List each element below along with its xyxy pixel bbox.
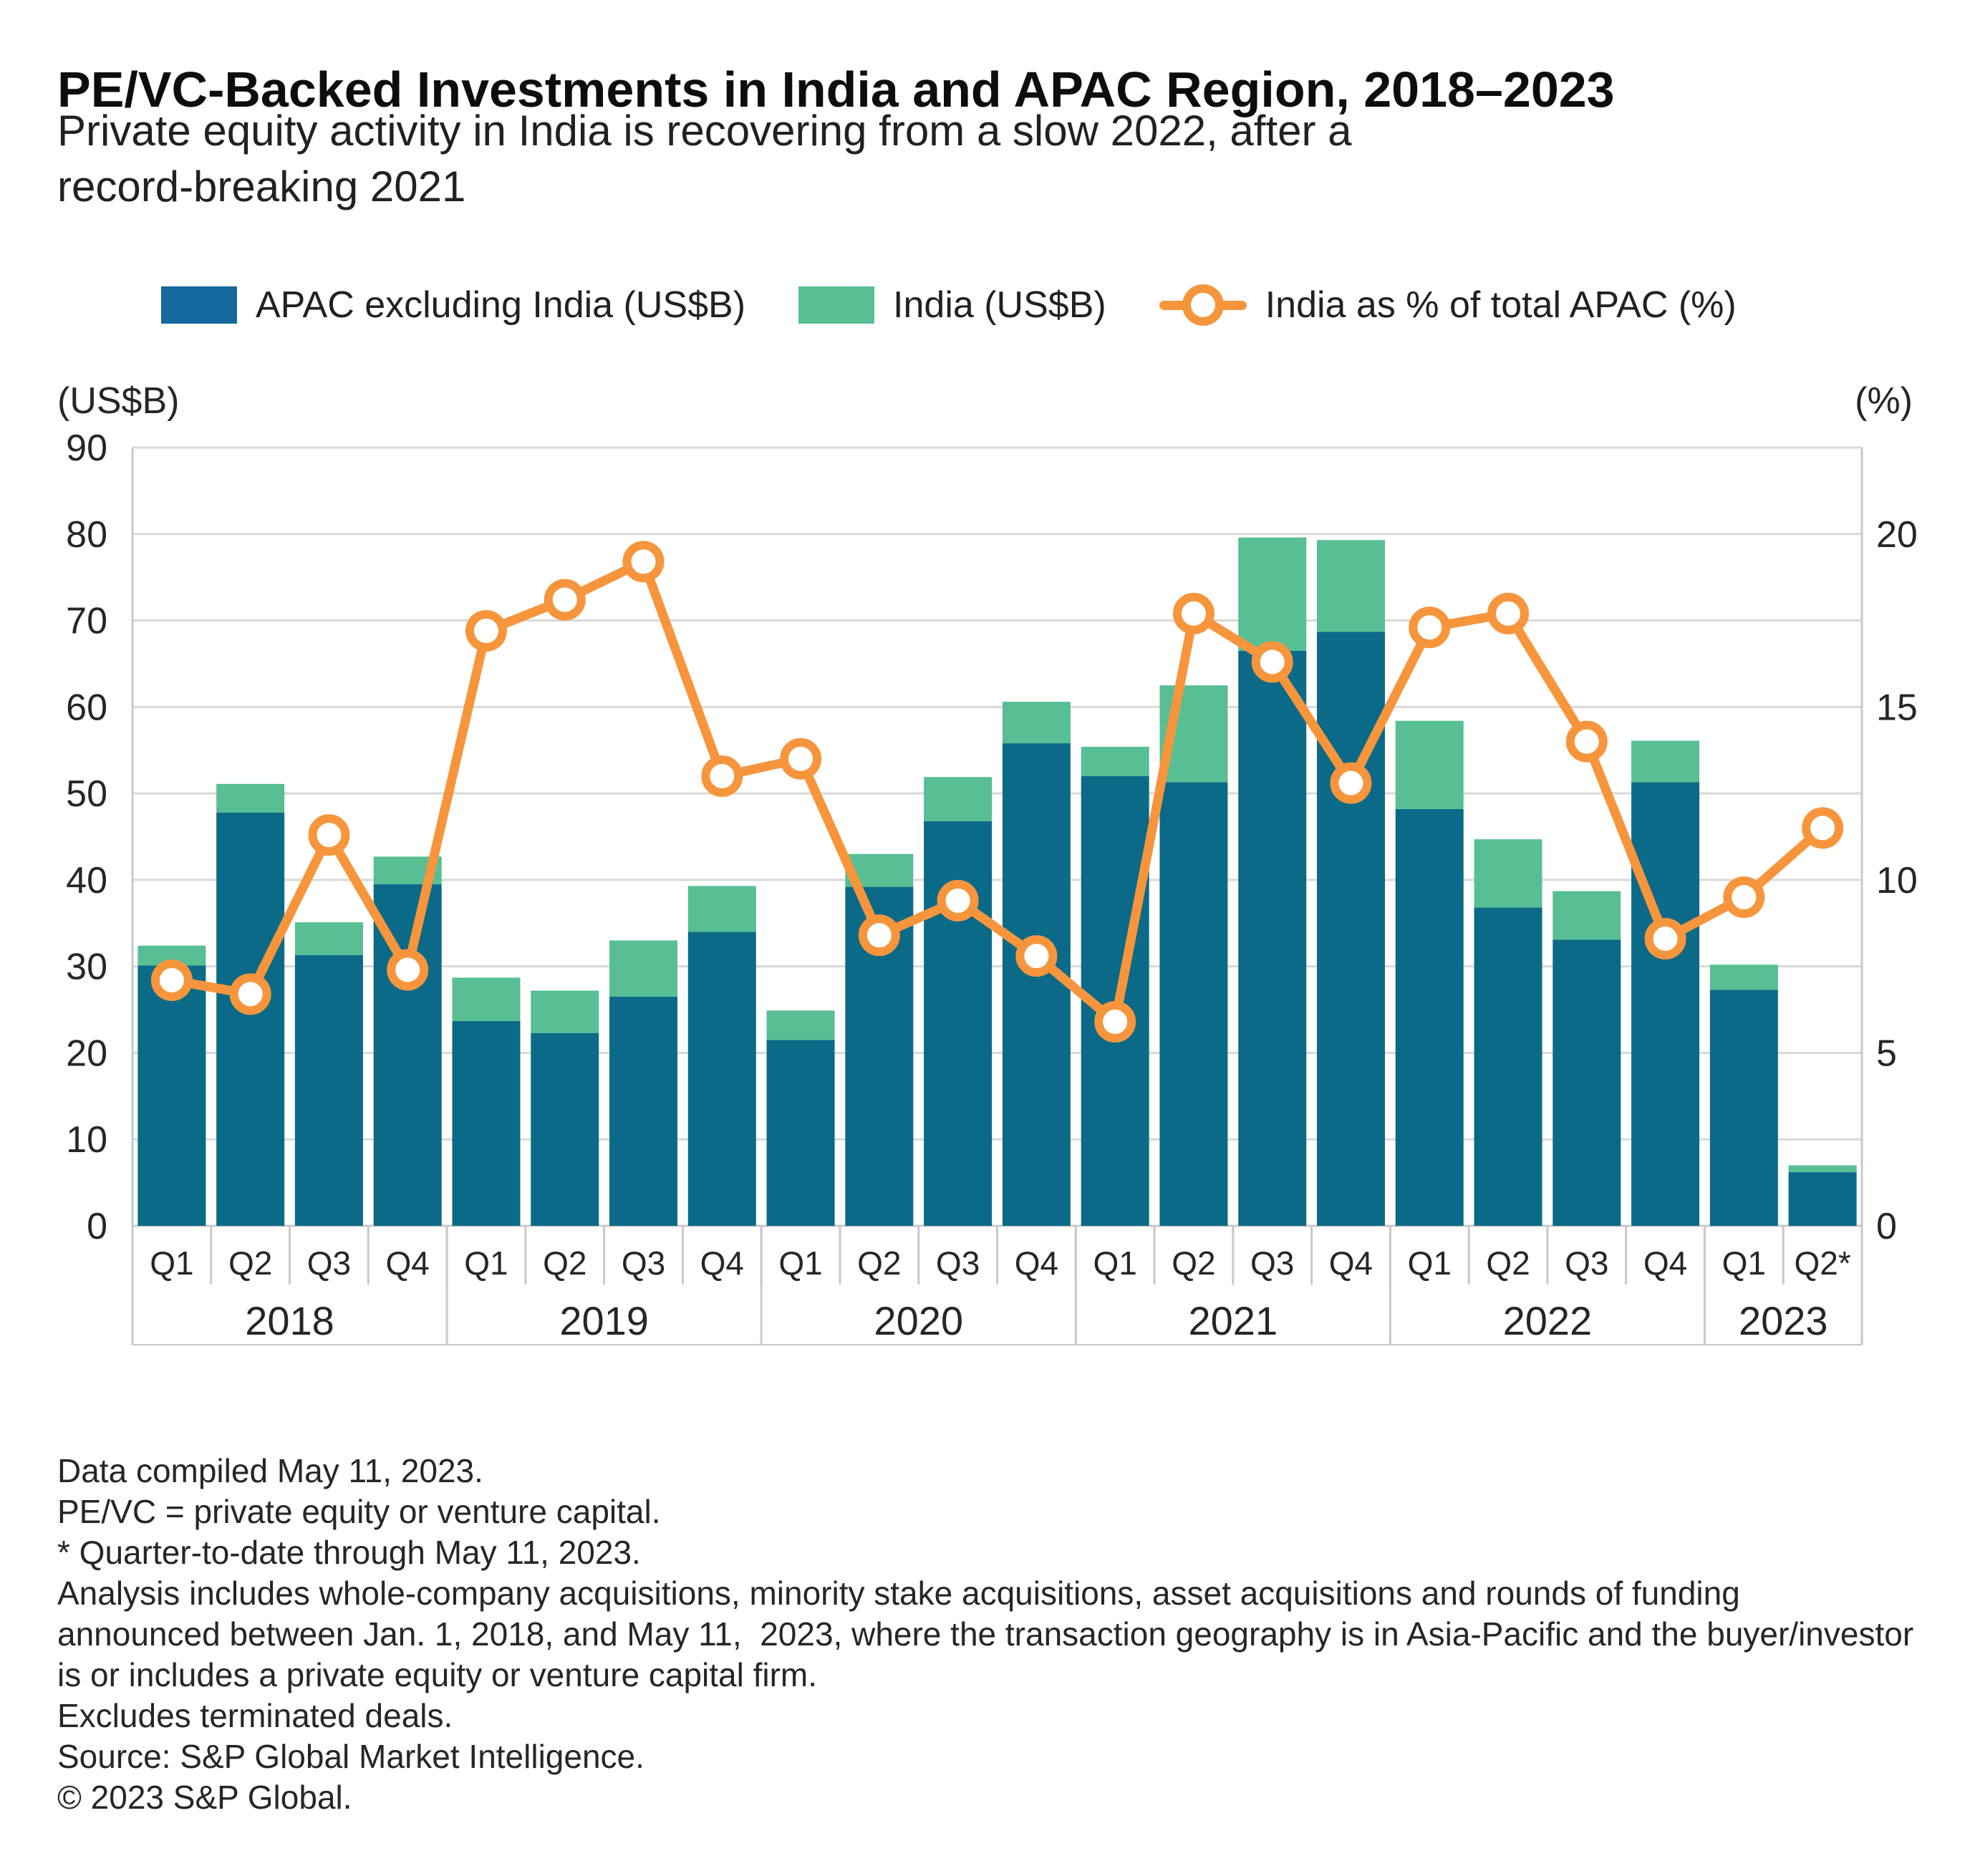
bar-apac-1 — [216, 813, 284, 1226]
chart-subtitle-line-2: record-breaking 2021 — [57, 163, 466, 211]
year-label-2022: 2022 — [1502, 1298, 1593, 1343]
x-tick-label-15-Q4: Q4 — [1328, 1244, 1373, 1282]
right-axis-unit-label: (%) — [1855, 380, 1913, 422]
footnote-analysis-line-3: is or includes a private equity or venture capital firm. — [57, 1656, 818, 1693]
bar-india-1 — [216, 784, 284, 813]
chart-subtitle-line-1: Private equity activity in India is recovering from a slow 2022, after a — [57, 107, 1352, 155]
footnote-analysis-line-2: announced between Jan. 1, 2018, and May 11, 2023, where the transaction geography is in Asia-Pacific and the buyer/investor — [57, 1615, 1914, 1653]
x-tick-label-19-Q4: Q4 — [1643, 1244, 1688, 1282]
x-tick-label-13-Q2: Q2 — [1172, 1244, 1216, 1282]
bar-india-18 — [1553, 891, 1621, 940]
bar-india-19 — [1631, 740, 1699, 782]
left-axis-tick-40: 40 — [66, 859, 107, 901]
bar-india-21 — [1789, 1165, 1857, 1172]
pct-marker-11 — [1020, 939, 1053, 972]
pct-marker-1 — [234, 977, 267, 1010]
bar-india-17 — [1474, 839, 1542, 907]
legend-label-apac: APAC excluding India (US$B) — [256, 284, 746, 326]
left-axis-tick-10: 10 — [66, 1119, 107, 1161]
pct-marker-8 — [784, 743, 817, 775]
x-tick-label-7-Q4: Q4 — [700, 1244, 744, 1282]
pct-marker-21 — [1806, 811, 1839, 844]
bar-india-5 — [531, 990, 599, 1033]
x-tick-label-17-Q2: Q2 — [1486, 1244, 1530, 1282]
x-tick-label-21-Q2*: Q2* — [1794, 1244, 1851, 1282]
x-tick-label-0-Q1: Q1 — [150, 1244, 194, 1282]
pct-marker-4 — [470, 614, 503, 647]
bar-apac-13 — [1159, 782, 1227, 1226]
pct-marker-20 — [1727, 881, 1760, 914]
year-label-2020: 2020 — [874, 1298, 964, 1343]
footnote-analysis-line-1: Analysis includes whole-company acquisitions, minority stake acquisitions, asset acquisitions and rounds of funding — [57, 1575, 1740, 1612]
bar-apac-15 — [1317, 632, 1385, 1226]
x-tick-label-5-Q2: Q2 — [543, 1244, 587, 1282]
footnote-source: Source: S&P Global Market Intelligence. — [57, 1738, 644, 1775]
bar-apac-2 — [295, 955, 363, 1226]
x-tick-label-3-Q4: Q4 — [385, 1244, 430, 1282]
footnote-excludes: Excludes terminated deals. — [57, 1697, 453, 1734]
left-axis-unit-label: (US$B) — [57, 380, 180, 422]
right-axis-tick-15: 15 — [1876, 687, 1918, 729]
footnotes — [57, 1451, 1913, 1818]
footnote-compiled: Data compiled May 11, 2023. — [57, 1452, 483, 1489]
pct-marker-14 — [1256, 646, 1289, 679]
bar-apac-7 — [688, 932, 756, 1226]
x-tick-label-16-Q1: Q1 — [1407, 1244, 1452, 1282]
pct-marker-3 — [391, 953, 424, 986]
year-label-2021: 2021 — [1188, 1298, 1278, 1343]
right-axis-tick-0: 0 — [1876, 1206, 1897, 1247]
left-axis-tick-50: 50 — [66, 773, 107, 816]
bar-apac-4 — [452, 1021, 520, 1226]
bar-india-2 — [295, 922, 363, 955]
bar-apac-14 — [1238, 651, 1306, 1226]
left-axis-tick-30: 30 — [66, 946, 107, 988]
bar-india-10 — [924, 777, 992, 821]
bar-apac-21 — [1789, 1172, 1857, 1226]
year-label-2023: 2023 — [1738, 1298, 1828, 1343]
pct-marker-18 — [1570, 725, 1603, 758]
bar-india-12 — [1081, 747, 1149, 776]
pct-marker-7 — [705, 760, 738, 793]
bar-india-8 — [767, 1010, 835, 1040]
x-tick-label-10-Q3: Q3 — [935, 1244, 980, 1282]
pct-marker-12 — [1099, 1005, 1131, 1038]
right-axis-tick-5: 5 — [1876, 1033, 1897, 1075]
pct-marker-17 — [1492, 597, 1525, 630]
left-axis-tick-90: 90 — [66, 427, 107, 469]
pct-marker-9 — [863, 919, 896, 952]
year-label-2018: 2018 — [245, 1298, 334, 1343]
bar-india-16 — [1396, 721, 1464, 809]
pct-marker-15 — [1334, 767, 1367, 800]
bar-india-14 — [1238, 538, 1306, 651]
bar-apac-6 — [609, 997, 677, 1226]
pct-marker-10 — [942, 884, 975, 917]
left-axis-tick-70: 70 — [66, 600, 107, 642]
footnote-quarter-to-date: * Quarter-to-date through May 11, 2023. — [57, 1534, 641, 1571]
bar-apac-11 — [1003, 743, 1071, 1226]
left-axis-tick-60: 60 — [66, 687, 107, 729]
x-tick-label-4-Q1: Q1 — [464, 1244, 508, 1282]
x-tick-label-2-Q3: Q3 — [306, 1244, 352, 1282]
bar-apac-8 — [767, 1040, 835, 1226]
footnote-copyright: © 2023 S&P Global. — [57, 1779, 352, 1816]
x-tick-label-1-Q2: Q2 — [228, 1244, 273, 1282]
pct-marker-5 — [549, 584, 581, 617]
bar-apac-20 — [1710, 990, 1778, 1226]
pct-marker-16 — [1413, 611, 1446, 644]
pct-marker-0 — [155, 964, 188, 997]
legend-label-india: India (US$B) — [893, 284, 1106, 326]
legend-label-pct: India as % of total APAC (%) — [1265, 284, 1737, 326]
x-tick-label-12-Q1: Q1 — [1093, 1244, 1137, 1282]
x-tick-label-8-Q1: Q1 — [778, 1244, 823, 1282]
pct-marker-6 — [627, 545, 660, 578]
x-tick-label-18-Q3: Q3 — [1565, 1244, 1609, 1282]
bar-india-4 — [452, 977, 520, 1020]
left-axis-tick-80: 80 — [66, 513, 107, 556]
year-label-2019: 2019 — [559, 1298, 649, 1343]
bar-india-11 — [1003, 702, 1071, 743]
bar-india-6 — [609, 940, 677, 997]
pct-marker-2 — [312, 818, 345, 851]
footnote-pevc-definition: PE/VC = private equity or venture capital. — [57, 1493, 661, 1530]
chart-title: PE/VC-Backed Investments in India and APAC Region, 2018–2023 — [57, 61, 1615, 117]
bar-india-7 — [688, 886, 756, 932]
bar-apac-19 — [1631, 782, 1699, 1226]
bar-apac-0 — [137, 965, 206, 1226]
x-tick-label-6-Q3: Q3 — [621, 1244, 666, 1282]
pct-marker-19 — [1649, 922, 1682, 955]
x-tick-label-20-Q1: Q1 — [1722, 1244, 1767, 1282]
bar-apac-16 — [1396, 809, 1464, 1226]
left-axis-tick-0: 0 — [87, 1206, 107, 1247]
left-axis-tick-20: 20 — [66, 1033, 107, 1075]
bar-apac-18 — [1553, 939, 1621, 1226]
x-tick-label-11-Q4: Q4 — [1014, 1244, 1059, 1282]
bar-india-15 — [1317, 540, 1385, 632]
bar-apac-17 — [1474, 908, 1542, 1226]
right-axis-tick-10: 10 — [1876, 859, 1918, 901]
right-axis-tick-20: 20 — [1876, 513, 1918, 556]
bar-india-20 — [1710, 964, 1778, 990]
bar-apac-5 — [531, 1033, 599, 1226]
x-tick-label-9-Q2: Q2 — [857, 1244, 902, 1282]
x-tick-label-14-Q3: Q3 — [1250, 1244, 1295, 1282]
pct-marker-13 — [1177, 597, 1210, 630]
